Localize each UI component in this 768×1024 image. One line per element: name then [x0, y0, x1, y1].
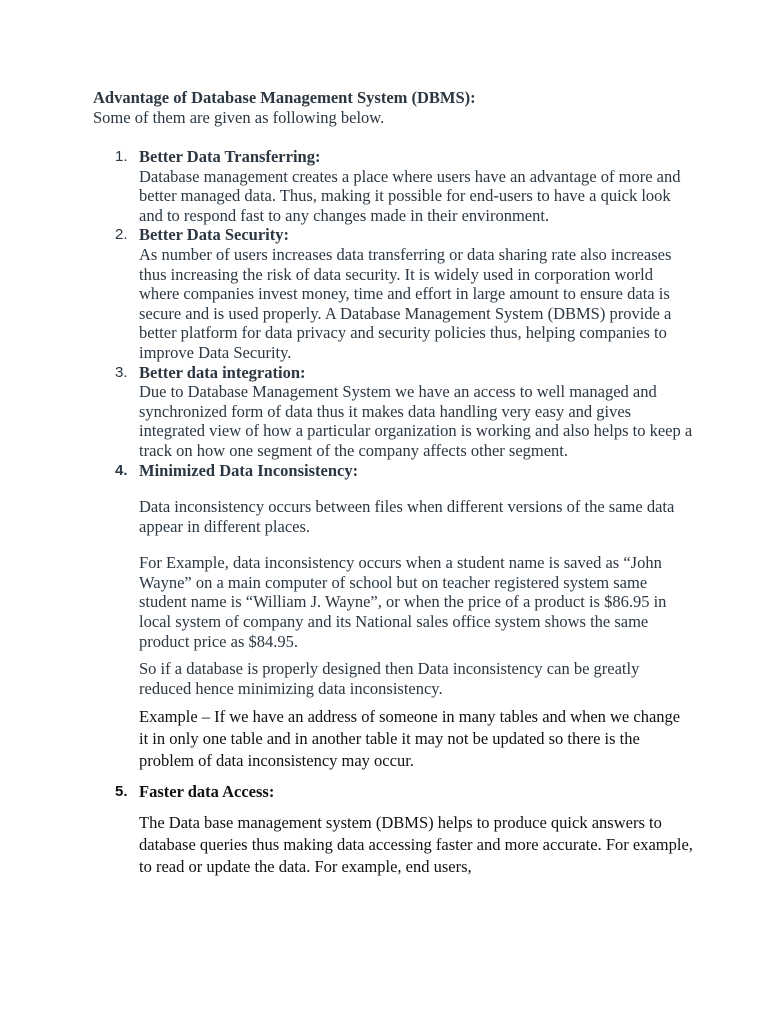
list-item [93, 147, 693, 225]
document-intro: Some of them are given as following below. [93, 108, 385, 127]
list-item [93, 461, 693, 773]
list-number: 3. [115, 363, 128, 381]
item-paragraph: For Example, data inconsistency occurs when a student name is saved as “John Wayne” on a main computer of school but on teacher registered system same student name is “William J. Wayne”, or when the price of a product is $86.95 in local system of company and its National sales office system shows the same product price as $84.95. [139, 553, 667, 651]
item-paragraph: Database management creates a place where users have an advantage of more and better managed data. Thus, making it possible for end-users to have a quick look and to respond fast to any changes made in their environment. [139, 166, 681, 225]
item-title: Better Data Security: [139, 225, 289, 245]
item-paragraph: So if a database is properly designed then Data inconsistency can be greatly reduced hence minimizing data inconsistency. [139, 659, 640, 698]
item-title: Minimized Data Inconsistency: [139, 460, 359, 480]
list-number: 1. [115, 148, 128, 165]
item-paragraph: Data inconsistency occurs between files when different versions of the same data appear in different places. [139, 497, 675, 536]
list-item [93, 782, 693, 878]
list-number: 2. [115, 226, 128, 244]
item-paragraph: As number of users increases data transferring or data sharing rate also increases thus increasing the risk of data security. It is widely used in corporation world where companies invest money, time and effort in large amount to ensure data is secure and is used properly. A Database Management System (DBMS) provide a better platform for data privacy and security policies thus, helping companies to improve Data Security. [139, 244, 672, 362]
document-heading: Advantage of Database Management System (DBMS): [93, 88, 476, 107]
item-paragraph: The Data base management system (DBMS) helps to produce quick answers to database queries thus making data accessing faster and more accurate. For example, to read or update the data. For example, end users, [139, 813, 693, 877]
list-item [93, 225, 693, 362]
item-paragraph: Due to Database Management System we have an access to well managed and synchronized form of data thus it makes data handling very easy and gives integrated view of how a particular organization is working and also helps to keep a track on how one segment of the company affects other segment. [139, 382, 693, 460]
advantages-list [93, 147, 693, 878]
list-number: 4. [115, 461, 128, 479]
item-paragraph: Example – If we have an address of someone in many tables and when we change it in only one table and in another table it may not be updated so there is the problem of data inconsistency may occur. [139, 707, 681, 771]
document-page [93, 88, 693, 878]
list-number: 5. [115, 783, 128, 801]
item-title: Better Data Transferring: [139, 147, 321, 166]
item-title: Faster data Access: [139, 782, 275, 802]
list-item [93, 363, 693, 461]
item-title: Better data integration: [139, 362, 306, 382]
